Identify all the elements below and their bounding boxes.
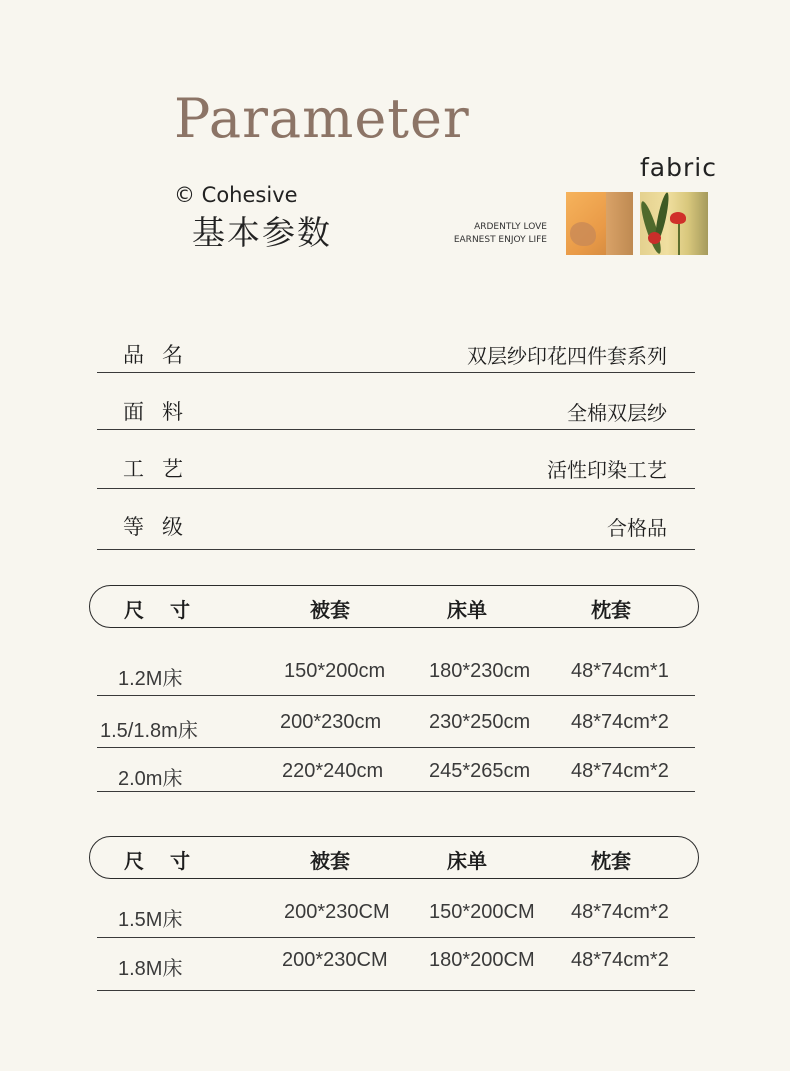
table-cell: 1.5M床 [118, 909, 183, 931]
table-cell: 200*230CM [282, 949, 388, 971]
header-pillowcase: 枕套 [591, 849, 631, 873]
table-cell: 1.8M床 [118, 958, 183, 980]
param-row-craft [97, 453, 695, 489]
table-cell: 48*74cm*2 [571, 760, 669, 782]
param-label: 面料 [123, 400, 201, 424]
row-divider [97, 695, 695, 696]
table-cell: 2.0m床 [118, 768, 183, 790]
param-label: 工艺 [123, 457, 201, 481]
header-sheet: 床单 [447, 849, 487, 873]
param-value: 合格品 [607, 516, 667, 540]
table-cell: 220*240cm [282, 760, 384, 782]
param-row-name [97, 339, 695, 373]
page-title-english: Parameter [174, 87, 470, 150]
table-cell: 48*74cm*1 [571, 660, 669, 682]
row-divider [97, 990, 695, 991]
table-cell: 230*250cm [429, 711, 531, 733]
table-cell: 48*74cm*2 [571, 901, 669, 923]
row-divider [97, 791, 695, 792]
param-value: 全棉双层纱 [567, 401, 667, 425]
param-row-material [97, 396, 695, 430]
brand-name: © Cohesive [174, 183, 298, 207]
tagline-line-2: EARNEST ENJOY LIFE [453, 235, 547, 245]
table-cell: 200*230CM [284, 901, 390, 923]
table-cell: 150*200CM [429, 901, 535, 923]
header-sheet: 床单 [447, 598, 487, 622]
header-duvet: 被套 [310, 598, 350, 622]
table-cell: 180*230cm [429, 660, 531, 682]
header-size: 尺寸 [124, 598, 216, 622]
row-divider [97, 747, 695, 748]
param-value: 双层纱印花四件套系列 [467, 344, 667, 368]
row-divider [97, 937, 695, 938]
page-title-chinese: 基本参数 [192, 213, 332, 252]
table-cell: 180*200CM [429, 949, 535, 971]
header-pillowcase: 枕套 [591, 598, 631, 622]
tagline-line-1: ARDENTLY LOVE [474, 222, 547, 232]
param-value: 活性印染工艺 [547, 458, 667, 482]
param-row-grade [97, 511, 695, 550]
table-cell: 150*200cm [284, 660, 386, 682]
fabric-logo-text: fabric [640, 153, 717, 182]
table-cell: 245*265cm [429, 760, 531, 782]
table-cell: 48*74cm*2 [571, 949, 669, 971]
header-duvet: 被套 [310, 849, 350, 873]
table-cell: 1.2M床 [118, 668, 183, 690]
header-size: 尺寸 [124, 849, 216, 873]
param-label: 等级 [123, 515, 201, 539]
table-cell: 48*74cm*2 [571, 711, 669, 733]
size-table-1-header [89, 585, 699, 628]
table-cell: 200*230cm [280, 711, 382, 733]
size-table-2-header [89, 836, 699, 879]
table-cell: 1.5/1.8m床 [100, 720, 198, 742]
param-label: 品名 [123, 343, 201, 367]
